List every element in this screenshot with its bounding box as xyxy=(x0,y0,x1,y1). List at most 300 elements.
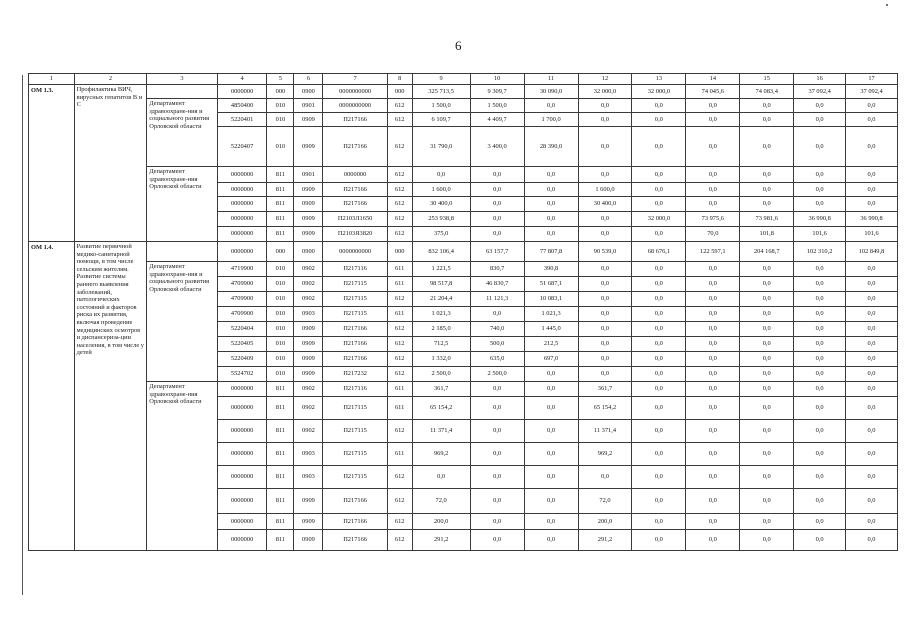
data-cell: 0000000000 xyxy=(323,242,387,262)
data-cell: 612 xyxy=(387,197,412,212)
data-cell: 0909 xyxy=(294,489,323,514)
data-cell: 5524702 xyxy=(217,367,267,382)
data-cell: 0,0 xyxy=(794,292,846,307)
data-cell: 204 168,7 xyxy=(740,242,794,262)
data-cell: 0,0 xyxy=(846,262,898,277)
data-cell: 0,0 xyxy=(740,292,794,307)
data-cell: 0000000 xyxy=(217,514,267,530)
data-cell: 4709900 xyxy=(217,292,267,307)
data-cell: 612 xyxy=(387,514,412,530)
data-cell: 0000000 xyxy=(217,530,267,551)
data-cell: 1 500,0 xyxy=(470,99,524,113)
column-number-cell: 11 xyxy=(524,74,578,85)
data-cell: 612 xyxy=(387,337,412,352)
data-cell: 5220409 xyxy=(217,352,267,367)
data-cell: 0,0 xyxy=(470,167,524,183)
data-cell: 0,0 xyxy=(578,167,632,183)
data-cell: 0909 xyxy=(294,530,323,551)
data-cell: 0,0 xyxy=(846,167,898,183)
data-cell: 0000000 xyxy=(217,212,267,227)
data-cell: 90 539,0 xyxy=(578,242,632,262)
data-cell: 0902 xyxy=(294,420,323,443)
data-cell: 0,0 xyxy=(686,367,740,382)
data-cell: 32 000,0 xyxy=(632,212,686,227)
data-cell: 0,0 xyxy=(632,227,686,242)
data-cell: 0000000 xyxy=(217,242,267,262)
data-cell: 0,0 xyxy=(632,514,686,530)
data-cell: 0,0 xyxy=(846,352,898,367)
data-cell: 0000000 xyxy=(217,382,267,397)
data-cell: 0000000 xyxy=(217,397,267,420)
data-cell: 0,0 xyxy=(846,420,898,443)
data-cell: 0,0 xyxy=(470,489,524,514)
data-cell: 0,0 xyxy=(740,197,794,212)
data-cell: 0,0 xyxy=(794,397,846,420)
data-cell: 000 xyxy=(387,85,412,99)
data-cell: 1 445,0 xyxy=(524,322,578,337)
data-cell: 0,0 xyxy=(524,420,578,443)
data-cell: 0900 xyxy=(294,242,323,262)
data-cell: 32 000,0 xyxy=(632,85,686,99)
data-cell: 37 092,4 xyxy=(794,85,846,99)
data-cell: 0,0 xyxy=(686,307,740,322)
data-cell: 0,0 xyxy=(740,99,794,113)
column-number-cell: 5 xyxy=(267,74,294,85)
data-cell: 0909 xyxy=(294,127,323,167)
data-cell: 291,2 xyxy=(412,530,470,551)
data-cell: 0,0 xyxy=(632,530,686,551)
data-cell: 0,0 xyxy=(632,352,686,367)
data-cell: 0,0 xyxy=(740,337,794,352)
data-cell: 611 xyxy=(387,277,412,292)
data-cell: 0,0 xyxy=(846,397,898,420)
data-cell: 0,0 xyxy=(740,127,794,167)
data-cell: 010 xyxy=(267,113,294,127)
data-cell: 101,6 xyxy=(794,227,846,242)
data-cell: 1 600,0 xyxy=(578,183,632,197)
data-cell: 0,0 xyxy=(578,99,632,113)
data-cell: 0,0 xyxy=(846,292,898,307)
data-cell: 68 676,1 xyxy=(632,242,686,262)
data-cell: 1 021,3 xyxy=(524,307,578,322)
data-cell: 0909 xyxy=(294,197,323,212)
data-cell: 31 790,0 xyxy=(412,127,470,167)
table-row xyxy=(29,242,898,262)
data-cell: 010 xyxy=(267,337,294,352)
data-cell: 811 xyxy=(267,183,294,197)
measure-name: Профилактика ВИЧ, вирусных гепатитов В и С xyxy=(74,85,147,242)
column-number-cell: 17 xyxy=(846,74,898,85)
data-cell: 0,0 xyxy=(846,337,898,352)
data-cell: 0,0 xyxy=(632,322,686,337)
data-cell: 0,0 xyxy=(632,262,686,277)
data-cell: 0,0 xyxy=(794,367,846,382)
data-cell: 611 xyxy=(387,262,412,277)
data-cell: 0,0 xyxy=(846,489,898,514)
data-cell: 0,0 xyxy=(412,167,470,183)
data-cell: 635,0 xyxy=(470,352,524,367)
data-cell: 697,0 xyxy=(524,352,578,367)
data-cell: 4850400 xyxy=(217,99,267,113)
column-number-cell: 3 xyxy=(147,74,218,85)
data-cell: П217166 xyxy=(323,530,387,551)
data-cell: 212,5 xyxy=(524,337,578,352)
data-cell: 0,0 xyxy=(686,167,740,183)
data-cell: 0909 xyxy=(294,183,323,197)
data-cell: 253 938,8 xyxy=(412,212,470,227)
data-cell: 811 xyxy=(267,489,294,514)
data-cell: 0,0 xyxy=(686,337,740,352)
data-cell: 811 xyxy=(267,197,294,212)
data-cell: 0,0 xyxy=(524,99,578,113)
data-cell: 0,0 xyxy=(686,113,740,127)
department-name: Департамент здравоохране-ния Орловской области xyxy=(147,382,218,551)
data-cell: 0,0 xyxy=(794,352,846,367)
data-cell: 0,0 xyxy=(632,197,686,212)
data-cell: 0,0 xyxy=(740,262,794,277)
data-cell: 0,0 xyxy=(632,443,686,466)
column-number-cell: 2 xyxy=(74,74,147,85)
column-number-cell: 1 xyxy=(29,74,75,85)
data-cell: 010 xyxy=(267,352,294,367)
data-cell: 36 990,8 xyxy=(794,212,846,227)
data-cell: 0,0 xyxy=(846,113,898,127)
data-cell: 73 981,6 xyxy=(740,212,794,227)
data-cell: 0,0 xyxy=(846,197,898,212)
data-cell: 4719900 xyxy=(217,262,267,277)
data-cell: 0903 xyxy=(294,466,323,489)
data-cell: 0901 xyxy=(294,167,323,183)
data-cell: 0,0 xyxy=(632,397,686,420)
data-cell: 0000000 xyxy=(217,466,267,489)
budget-table xyxy=(28,73,898,551)
data-cell: 811 xyxy=(267,514,294,530)
data-cell: 0,0 xyxy=(846,127,898,167)
data-cell: 612 xyxy=(387,322,412,337)
column-number-cell: 12 xyxy=(578,74,632,85)
data-cell: 0901 xyxy=(294,99,323,113)
data-cell: 500,0 xyxy=(470,337,524,352)
data-cell: 612 xyxy=(387,530,412,551)
column-number-cell: 14 xyxy=(686,74,740,85)
data-cell: П217166 xyxy=(323,197,387,212)
data-cell: 0,0 xyxy=(794,277,846,292)
data-cell: 0,0 xyxy=(632,382,686,397)
data-cell: 73 975,6 xyxy=(686,212,740,227)
data-cell: 0,0 xyxy=(794,530,846,551)
data-cell: 010 xyxy=(267,292,294,307)
data-cell: 0,0 xyxy=(686,530,740,551)
data-cell: 0,0 xyxy=(632,292,686,307)
data-cell: 612 xyxy=(387,227,412,242)
data-cell: 0,0 xyxy=(686,262,740,277)
data-cell: 0,0 xyxy=(524,167,578,183)
data-cell: 77 807,8 xyxy=(524,242,578,262)
data-cell: 74 045,6 xyxy=(686,85,740,99)
data-cell: 0,0 xyxy=(470,382,524,397)
column-number-cell: 8 xyxy=(387,74,412,85)
measure-code: ОМ 1.3. xyxy=(29,85,75,242)
data-cell: 0000000 xyxy=(217,420,267,443)
data-cell: 0909 xyxy=(294,337,323,352)
data-cell: 0,0 xyxy=(578,127,632,167)
data-cell: 830,7 xyxy=(470,262,524,277)
table-row xyxy=(29,167,898,183)
data-cell: 0909 xyxy=(294,227,323,242)
data-cell: 0903 xyxy=(294,443,323,466)
data-cell: П217115 xyxy=(323,466,387,489)
data-cell: 0,0 xyxy=(632,113,686,127)
data-cell: 0902 xyxy=(294,277,323,292)
data-cell: 612 xyxy=(387,352,412,367)
data-cell: 0,0 xyxy=(794,337,846,352)
data-cell: 0000000 xyxy=(217,167,267,183)
data-cell: 0,0 xyxy=(740,514,794,530)
data-cell: 102 310,2 xyxy=(794,242,846,262)
data-cell: 0,0 xyxy=(578,322,632,337)
data-cell: 0,0 xyxy=(686,420,740,443)
data-cell: 101,8 xyxy=(740,227,794,242)
data-cell: 70,0 xyxy=(686,227,740,242)
table-row xyxy=(29,85,898,99)
data-cell: 0,0 xyxy=(524,183,578,197)
data-cell: 0902 xyxy=(294,382,323,397)
data-cell: 51 687,1 xyxy=(524,277,578,292)
data-cell: 612 xyxy=(387,167,412,183)
data-cell: 11 371,4 xyxy=(412,420,470,443)
data-cell: 1 600,0 xyxy=(412,183,470,197)
data-cell: 102 849,8 xyxy=(846,242,898,262)
data-cell: 000 xyxy=(267,242,294,262)
data-cell: П2103Л1650 xyxy=(323,212,387,227)
data-cell: 0,0 xyxy=(470,443,524,466)
data-cell: 0,0 xyxy=(578,337,632,352)
data-cell: 375,0 xyxy=(412,227,470,242)
data-cell: 65 154,2 xyxy=(578,397,632,420)
data-cell: 0,0 xyxy=(846,99,898,113)
data-cell: 0,0 xyxy=(686,514,740,530)
data-cell: 32 000,0 xyxy=(578,85,632,99)
measure-code: ОМ 1.4. xyxy=(29,242,75,551)
department-name: Департамент здравоохране-ния и социального развития Орловской области xyxy=(147,262,218,382)
data-cell: 0909 xyxy=(294,212,323,227)
data-cell: П217115 xyxy=(323,420,387,443)
data-cell: 0000000 xyxy=(323,167,387,183)
data-cell: 11 121,3 xyxy=(470,292,524,307)
data-cell: 010 xyxy=(267,367,294,382)
data-cell: 0,0 xyxy=(578,292,632,307)
department-cell-empty xyxy=(147,242,218,262)
data-cell: 0,0 xyxy=(686,183,740,197)
data-cell: П217115 xyxy=(323,307,387,322)
data-cell: 0,0 xyxy=(524,443,578,466)
data-cell: 0,0 xyxy=(686,99,740,113)
data-cell: 0,0 xyxy=(632,337,686,352)
data-cell: 0,0 xyxy=(578,262,632,277)
data-cell: 0,0 xyxy=(846,183,898,197)
data-cell: 0,0 xyxy=(632,277,686,292)
department-cell-empty xyxy=(147,85,218,99)
data-cell: 0,0 xyxy=(524,466,578,489)
data-cell: 30 400,0 xyxy=(412,197,470,212)
data-cell: 0,0 xyxy=(686,197,740,212)
binding-margin-line xyxy=(22,75,23,595)
data-cell: 000 xyxy=(267,85,294,99)
data-cell: 811 xyxy=(267,530,294,551)
data-cell: 5220407 xyxy=(217,127,267,167)
data-cell: 72,0 xyxy=(412,489,470,514)
data-cell: 0,0 xyxy=(740,489,794,514)
data-cell: 969,2 xyxy=(412,443,470,466)
data-cell: 0,0 xyxy=(846,530,898,551)
data-cell: 0,0 xyxy=(740,183,794,197)
data-cell: 0000000 xyxy=(217,197,267,212)
data-cell: 969,2 xyxy=(578,443,632,466)
table-row xyxy=(29,262,898,277)
data-cell: 0,0 xyxy=(794,466,846,489)
data-cell: 0,0 xyxy=(794,197,846,212)
data-cell: 0000000 xyxy=(217,227,267,242)
data-cell: 0000000 xyxy=(217,443,267,466)
data-cell: 0,0 xyxy=(578,367,632,382)
data-cell: 0,0 xyxy=(470,197,524,212)
data-cell: 611 xyxy=(387,443,412,466)
data-cell: П217166 xyxy=(323,322,387,337)
data-cell: 0,0 xyxy=(470,466,524,489)
data-cell: 36 990,8 xyxy=(846,212,898,227)
data-cell: 0,0 xyxy=(740,167,794,183)
data-cell: 1 021,3 xyxy=(412,307,470,322)
data-cell: 0,0 xyxy=(846,382,898,397)
data-cell: 0,0 xyxy=(740,420,794,443)
data-cell: 0,0 xyxy=(470,420,524,443)
data-cell: 0,0 xyxy=(846,307,898,322)
data-cell: П217166 xyxy=(323,352,387,367)
data-cell: 1 700,0 xyxy=(524,113,578,127)
data-cell: 30 400,0 xyxy=(578,197,632,212)
data-cell: 1 500,0 xyxy=(412,99,470,113)
column-number-row xyxy=(29,74,898,85)
data-cell: 0,0 xyxy=(740,307,794,322)
data-cell: 5220404 xyxy=(217,322,267,337)
data-cell: П217115 xyxy=(323,397,387,420)
data-cell: 712,5 xyxy=(412,337,470,352)
data-cell: 0,0 xyxy=(686,127,740,167)
data-cell: 0,0 xyxy=(794,99,846,113)
data-cell: 0,0 xyxy=(470,227,524,242)
data-cell: 0909 xyxy=(294,322,323,337)
data-cell: 0,0 xyxy=(740,397,794,420)
data-cell: 0,0 xyxy=(846,443,898,466)
data-cell: 0,0 xyxy=(740,277,794,292)
data-cell: 122 597,1 xyxy=(686,242,740,262)
data-cell: 811 xyxy=(267,167,294,183)
data-cell: 0,0 xyxy=(470,530,524,551)
data-cell: 98 517,8 xyxy=(412,277,470,292)
data-cell: 4709900 xyxy=(217,277,267,292)
data-cell: 291,2 xyxy=(578,530,632,551)
data-cell: 0,0 xyxy=(794,420,846,443)
data-cell: 0,0 xyxy=(794,307,846,322)
column-number-cell: 4 xyxy=(217,74,267,85)
data-cell: 0,0 xyxy=(686,382,740,397)
data-cell: 200,0 xyxy=(578,514,632,530)
data-cell: 28 390,0 xyxy=(524,127,578,167)
data-cell: П217115 xyxy=(323,292,387,307)
data-cell: 1 221,5 xyxy=(412,262,470,277)
data-cell: 010 xyxy=(267,262,294,277)
data-cell: 0,0 xyxy=(794,322,846,337)
data-cell: 811 xyxy=(267,420,294,443)
data-cell: 4709900 xyxy=(217,307,267,322)
table-row xyxy=(29,99,898,113)
data-cell: 0,0 xyxy=(846,514,898,530)
data-cell: 0,0 xyxy=(470,307,524,322)
data-cell: П217116 xyxy=(323,382,387,397)
data-cell: 612 xyxy=(387,489,412,514)
data-cell: 21 204,4 xyxy=(412,292,470,307)
data-cell: П217115 xyxy=(323,277,387,292)
data-cell: 0,0 xyxy=(524,397,578,420)
data-cell: 46 830,7 xyxy=(470,277,524,292)
data-cell: 0,0 xyxy=(686,489,740,514)
data-cell: 0,0 xyxy=(524,197,578,212)
data-cell: 325 713,5 xyxy=(412,85,470,99)
data-cell: 0,0 xyxy=(578,466,632,489)
data-cell: 0,0 xyxy=(524,227,578,242)
data-cell: 0,0 xyxy=(412,466,470,489)
data-cell: 0,0 xyxy=(740,113,794,127)
column-number-cell: 6 xyxy=(294,74,323,85)
data-cell: 0,0 xyxy=(686,397,740,420)
data-cell: 0000000000 xyxy=(323,99,387,113)
data-cell: 2 500,0 xyxy=(412,367,470,382)
data-cell: 0,0 xyxy=(632,99,686,113)
data-cell: 200,0 xyxy=(412,514,470,530)
data-cell: 0909 xyxy=(294,367,323,382)
data-cell: 0,0 xyxy=(740,322,794,337)
column-number-cell: 10 xyxy=(470,74,524,85)
scan-speck xyxy=(886,4,888,6)
data-cell: 612 xyxy=(387,292,412,307)
data-cell: 612 xyxy=(387,212,412,227)
data-cell: 0,0 xyxy=(794,489,846,514)
table-row xyxy=(29,382,898,397)
data-cell: 832 106,4 xyxy=(412,242,470,262)
data-cell: 65 154,2 xyxy=(412,397,470,420)
data-cell: П217166 xyxy=(323,127,387,167)
data-cell: 0,0 xyxy=(470,212,524,227)
column-number-cell: 13 xyxy=(632,74,686,85)
data-cell: 611 xyxy=(387,307,412,322)
data-cell: 0,0 xyxy=(740,367,794,382)
column-number-cell: 7 xyxy=(323,74,387,85)
data-cell: 0,0 xyxy=(846,322,898,337)
data-cell: 0,0 xyxy=(524,489,578,514)
data-cell: П217166 xyxy=(323,183,387,197)
data-cell: 612 xyxy=(387,183,412,197)
data-cell: 010 xyxy=(267,307,294,322)
data-cell: 0902 xyxy=(294,292,323,307)
data-cell: 0902 xyxy=(294,397,323,420)
column-number-cell: 9 xyxy=(412,74,470,85)
data-cell: 0,0 xyxy=(794,167,846,183)
data-cell: 11 371,4 xyxy=(578,420,632,443)
column-number-cell: 15 xyxy=(740,74,794,85)
data-cell: 0,0 xyxy=(578,352,632,367)
data-cell: 6 109,7 xyxy=(412,113,470,127)
data-cell: 0,0 xyxy=(846,277,898,292)
